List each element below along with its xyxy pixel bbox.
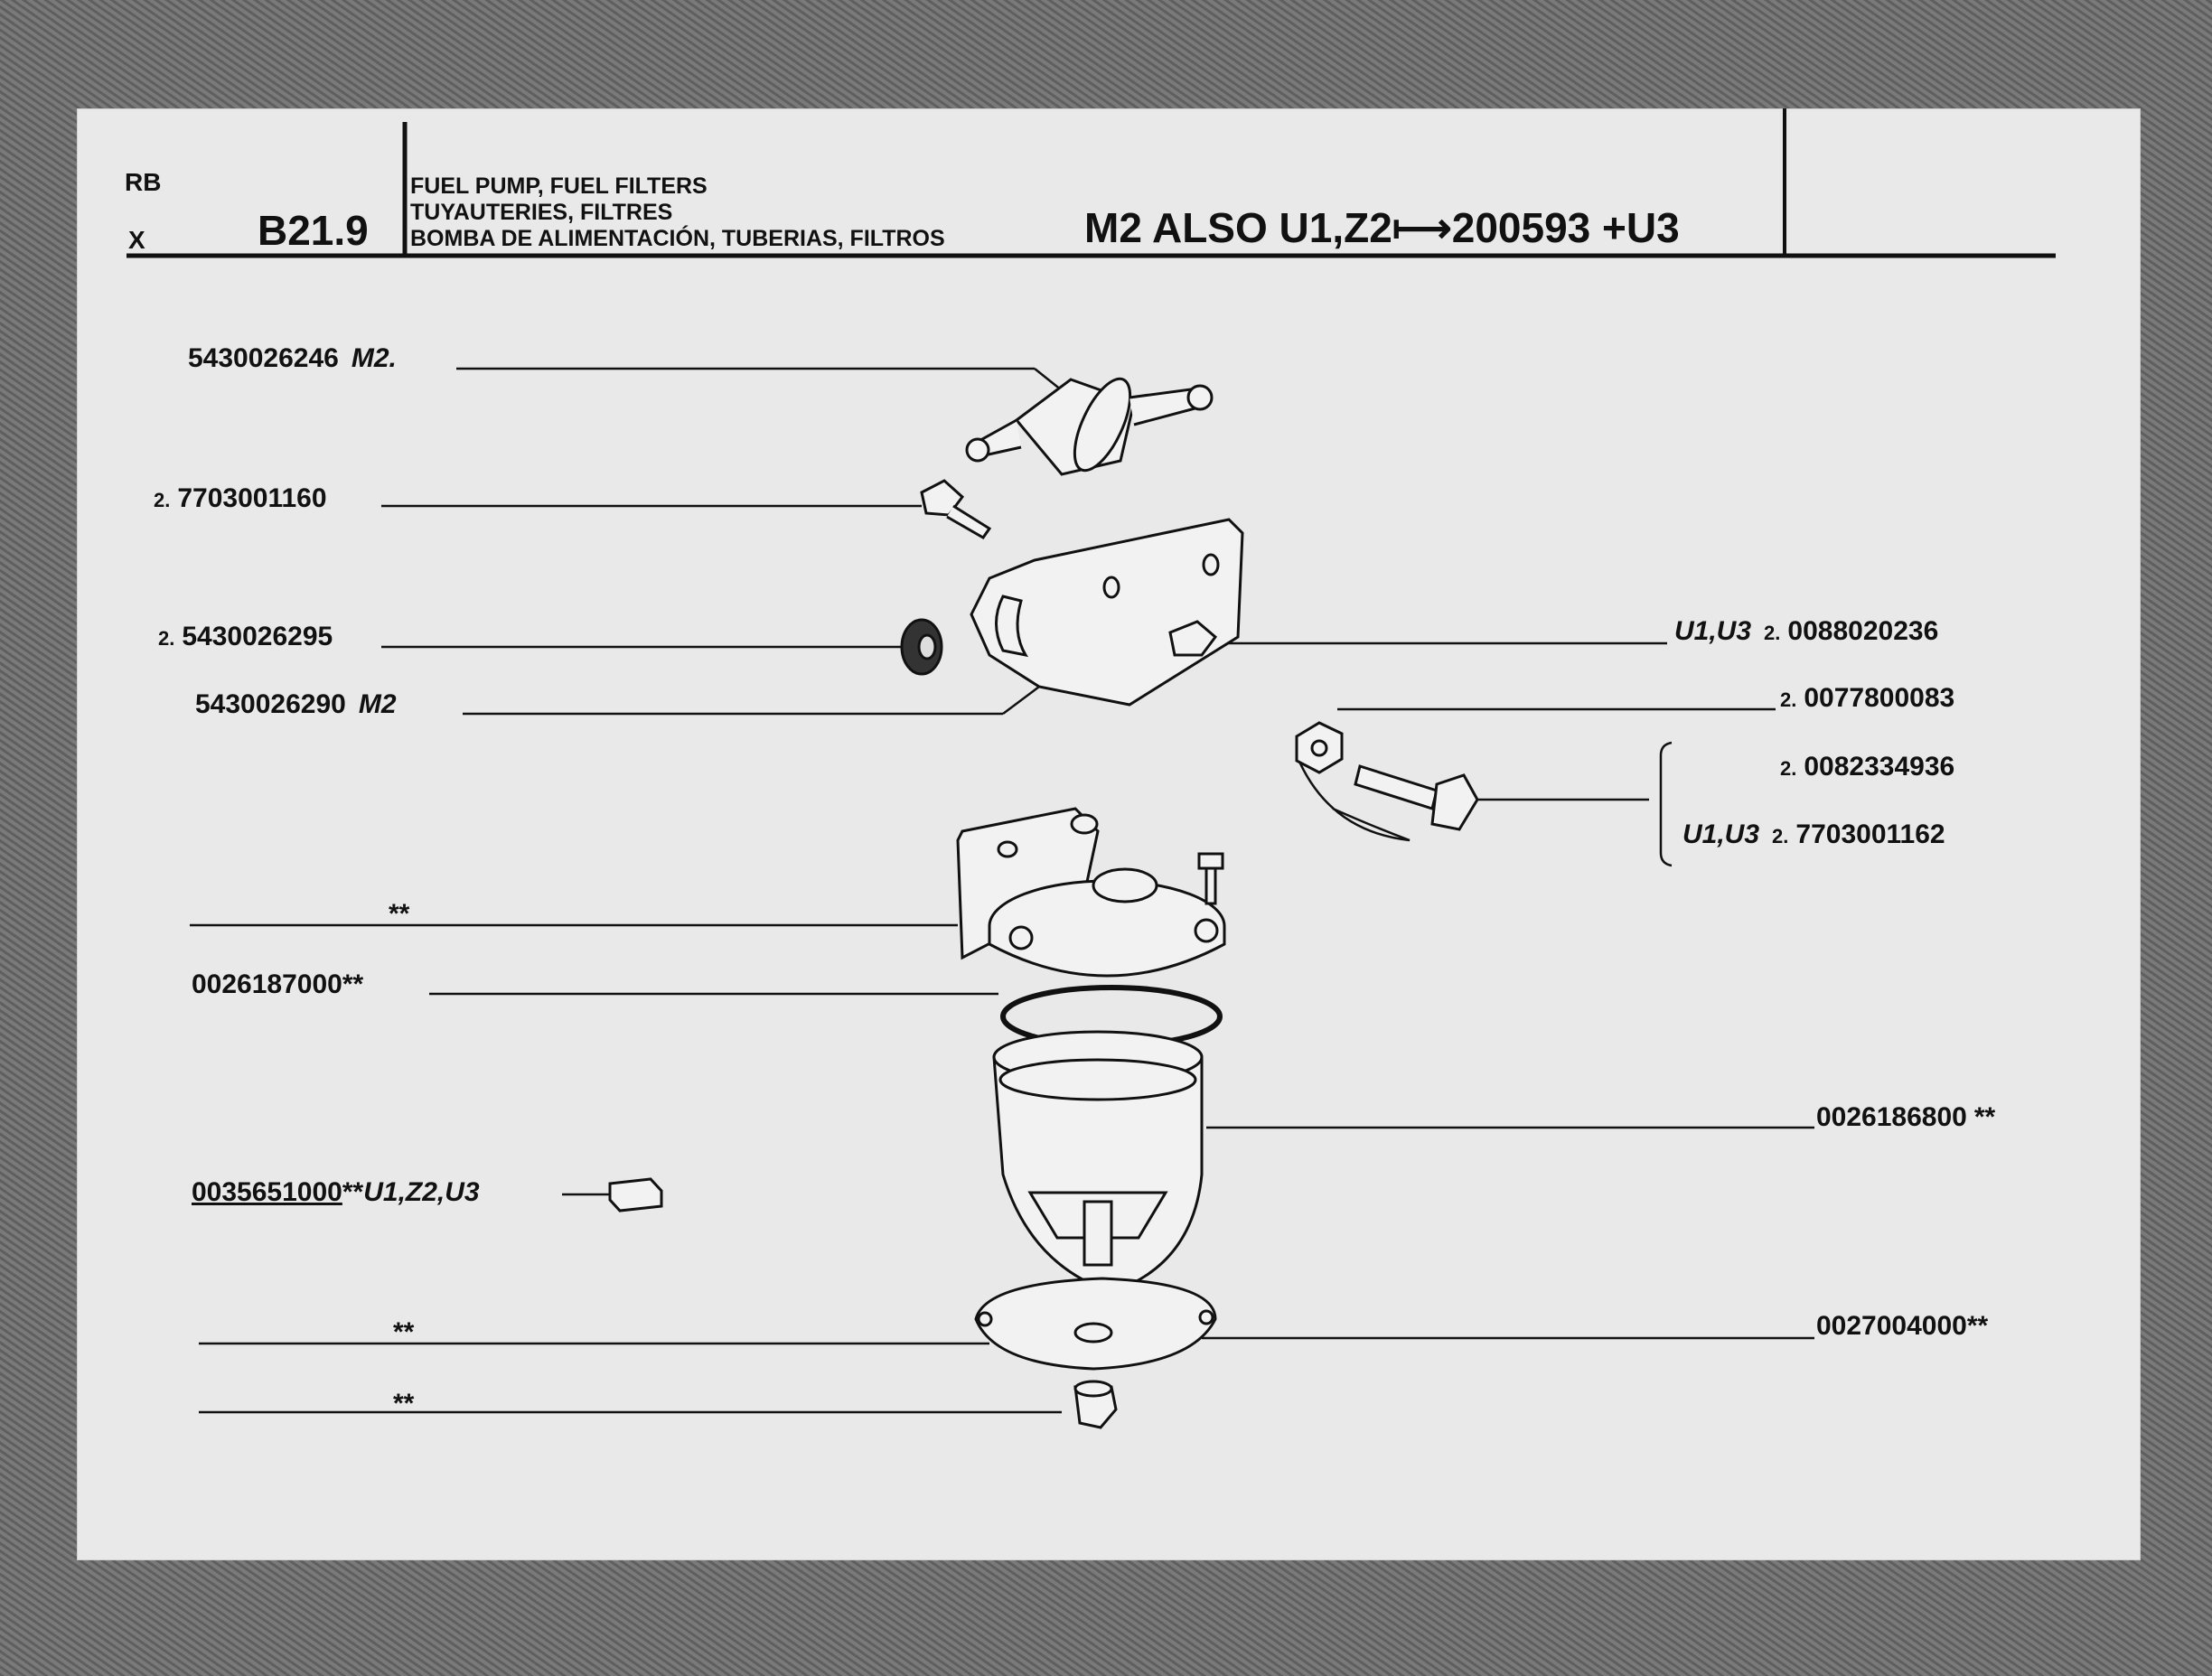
part-number: 5430026295 (182, 622, 333, 651)
header-rb: RB (125, 168, 162, 196)
note-suffix: ** (393, 1317, 415, 1347)
part-number: 5430026246 (188, 343, 339, 373)
part-number: 0077800083 (1804, 683, 1955, 713)
page-code: B21.9 (258, 207, 369, 254)
mounting-bracket (971, 520, 1242, 705)
part-number: 5430026290 (195, 689, 346, 719)
filter-head (958, 809, 1224, 976)
model-mark: M2 (358, 689, 397, 719)
quantity: 2. (154, 489, 171, 511)
model-mark: M2. (351, 343, 397, 373)
inline-fuel-filter (967, 371, 1212, 478)
bottom-plate (976, 1278, 1215, 1369)
drain-plug (1075, 1381, 1116, 1428)
part-number: 0026186800 (1816, 1102, 1967, 1132)
part-number: 7703001162 (1795, 819, 1945, 849)
part-number: 7703001160 (177, 483, 327, 513)
part-number: 0088020236 (1787, 616, 1939, 646)
small-block (610, 1179, 661, 1211)
part-number: 0026187000 (192, 969, 342, 999)
note-suffix: ** (393, 1389, 415, 1419)
filter-bowl (994, 1032, 1202, 1292)
applicability: M2 ALSO U1,Z2⟼200593 +U3 (1084, 204, 1680, 251)
model-mark: U1,Z2,U3 (363, 1177, 480, 1207)
note-suffix: ** (1966, 1311, 1989, 1341)
quantity: 2. (1780, 757, 1797, 780)
note-suffix: ** (389, 899, 410, 929)
nut-0077800083 (1297, 723, 1342, 772)
part-number: 0082334936 (1804, 752, 1955, 782)
part-number: 0027004000 (1816, 1311, 1967, 1341)
note-suffix: ** (342, 969, 364, 999)
note-suffix: ** (1973, 1102, 1996, 1132)
title-en: FUEL PUMP, FUEL FILTERS (410, 173, 708, 199)
model-mark: U1,U3 (1674, 616, 1752, 646)
quantity: 2. (1772, 825, 1789, 847)
title-fr: TUYAUTERIES, FILTRES (410, 200, 673, 225)
bolt-7703001160 (922, 481, 989, 538)
long-bolt (1355, 766, 1477, 829)
quantity: 2. (1780, 688, 1797, 711)
quantity: 2. (1764, 622, 1781, 644)
note-suffix: ** (342, 1177, 364, 1207)
model-mark: U1,U3 (1682, 819, 1760, 849)
rubber-washer (902, 620, 942, 674)
quantity: 2. (158, 627, 175, 650)
header-x: X (128, 226, 145, 254)
title-es: BOMBA DE ALIMENTACIÓN, TUBERIAS, FILTROS (410, 226, 945, 251)
part-number: 0035651000 (192, 1177, 342, 1207)
